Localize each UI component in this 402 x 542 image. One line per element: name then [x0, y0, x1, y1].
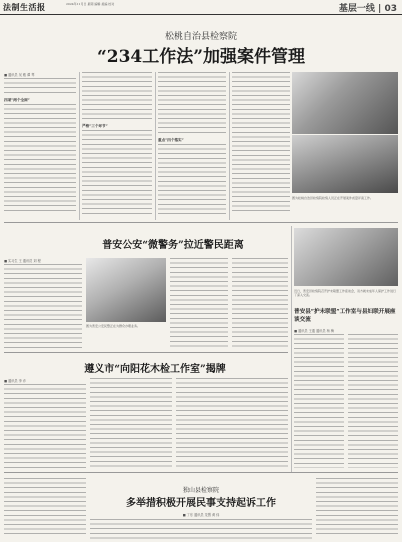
story5-text-left: [4, 478, 86, 538]
story1-text-col2b: [82, 130, 152, 214]
story1-photo-top: [292, 72, 398, 134]
story3-text-col1: [4, 384, 86, 468]
newspaper-brand: 法制生活报: [3, 3, 46, 12]
story3-text-col3: [176, 378, 288, 468]
story2-caption: 图为普安公安民警正在为群众办理业务。: [86, 324, 141, 328]
story2-text-col1: [4, 264, 82, 348]
story1-headline: “234工作法”加强案件管理: [96, 47, 306, 67]
story1-byline: ■ 通讯员 吴 雅 谭 琴: [4, 73, 35, 77]
story1-text-col2: [82, 72, 152, 122]
story1-text-col3b: [158, 144, 226, 214]
section-title: 基层一线 | 03: [338, 4, 397, 14]
story5-text-mid: [90, 519, 312, 539]
story1-text-col1b: [4, 104, 76, 212]
story3-headline: 遵义市“向阳花木检工作室”揭牌: [84, 364, 226, 375]
story4-text-col1: [294, 334, 344, 468]
story5-text-right: [316, 478, 398, 538]
story2-photo: [86, 258, 166, 322]
story4-photo: [294, 228, 398, 286]
story1-text-col4: [232, 72, 290, 212]
story4-headline: 普安县“护未联盟”工作室与县妇联开展座谈交流: [294, 309, 396, 323]
story1-subhead3: 重点“四个落实”: [158, 138, 184, 142]
story3-text-col2: [90, 378, 172, 468]
story1-photo-bottom: [292, 135, 398, 193]
story2-text-col3: [170, 258, 228, 348]
story5-byline: ■ 丁东 通讯员 龙慧 黄 伟: [182, 513, 220, 517]
story1-text-col1: [4, 78, 76, 96]
story2-headline: 普安公安“微警务”拉近警民距离: [102, 240, 244, 251]
story1-subhead2: 严格“三个环节”: [82, 124, 108, 128]
masthead: [0, 0, 402, 15]
story1-text-col3: [158, 72, 226, 136]
story5-kicker: 独山县检察院: [182, 487, 219, 494]
story3-byline: ■ 通讯员 李 乔: [4, 379, 26, 383]
story2-text-col4: [232, 258, 288, 348]
story4-caption: 近日，普安县检察院召开护未联盟工作座谈会，双方就未成年人保护工作进行了深入交流。: [294, 289, 397, 297]
issue-date: 2024年11月日 星期 编辑 美编 校对: [66, 2, 115, 6]
story1-kicker: 松桃自治县检察院: [164, 32, 237, 42]
story2-byline: ■ 实习生 王 通讯员 刘 程: [4, 259, 41, 263]
story1-subhead1: 四项“两个全面”: [4, 98, 30, 102]
story1-caption: 图为松桃自治县检察院检察人员正在开展案件质量评查工作。: [292, 196, 374, 200]
story4-text-col2: [348, 334, 398, 468]
story5-headline: 多举措积极开展民事支持起诉工作: [126, 498, 276, 509]
story4-byline: ■ 通讯员 王通 通讯员 杨 梅: [294, 329, 334, 333]
